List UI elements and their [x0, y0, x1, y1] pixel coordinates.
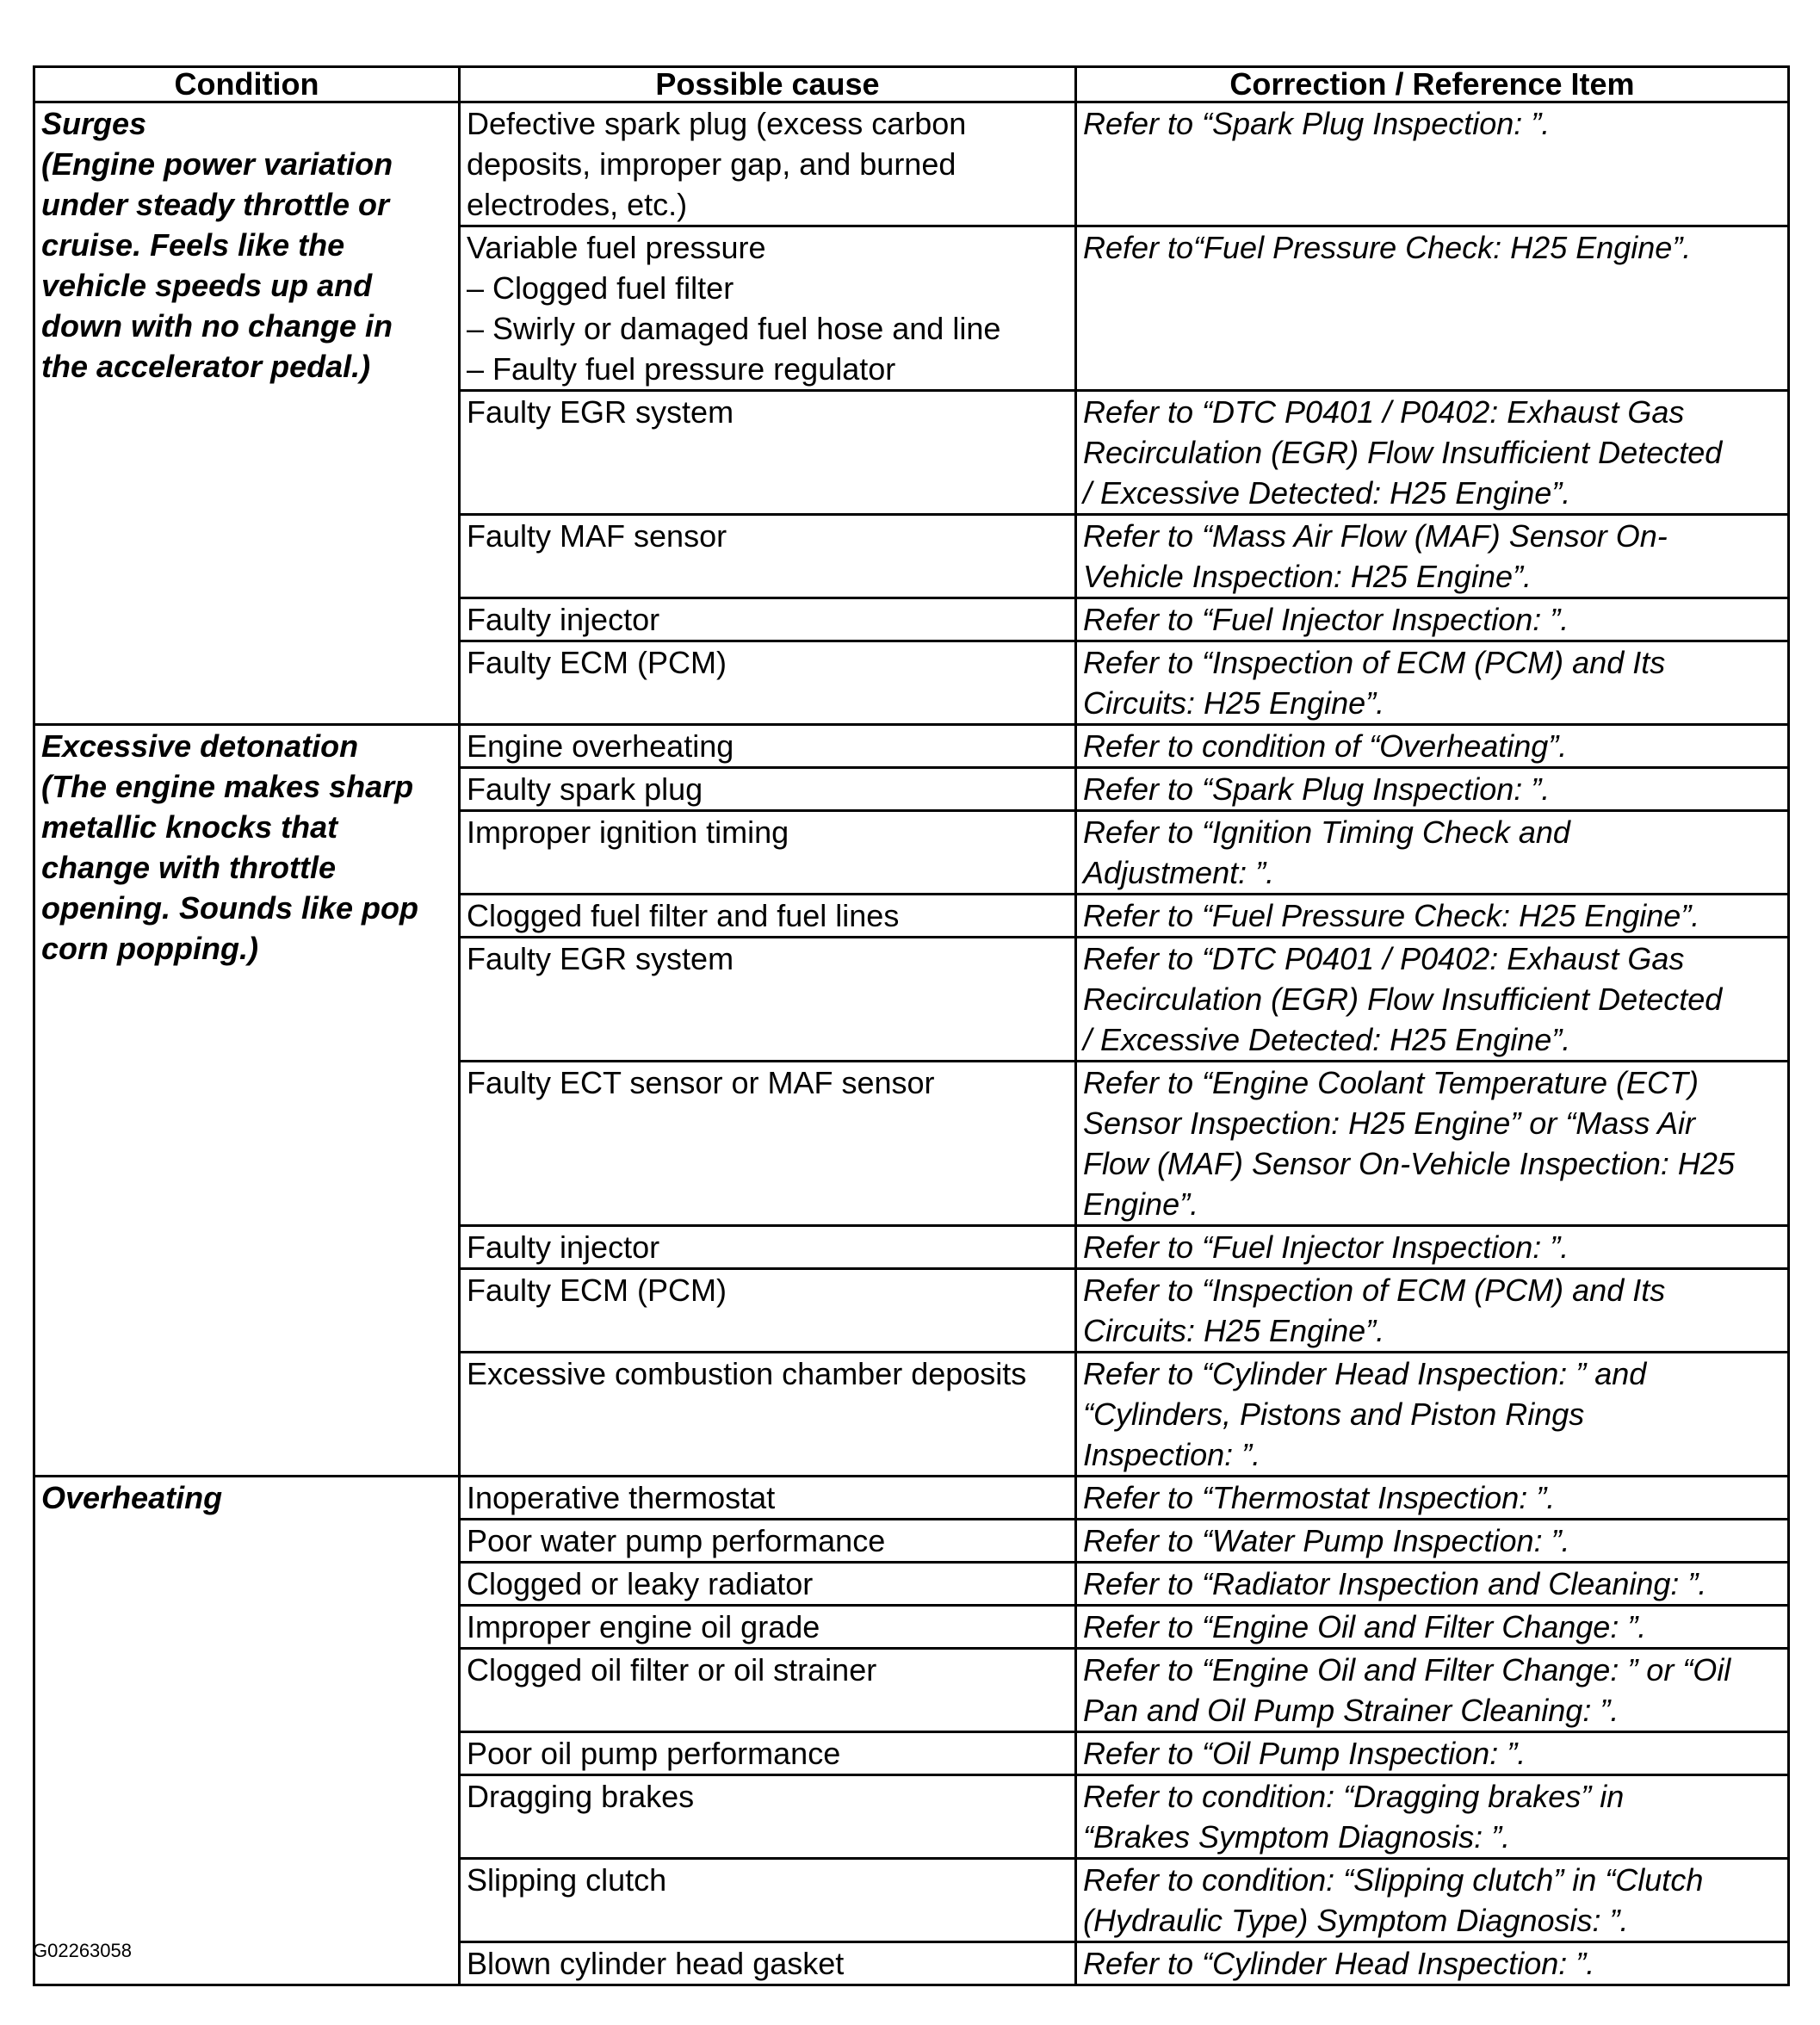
reference-line: Refer to “Fuel Pressure Check: H25 Engine”. — [1083, 898, 1700, 933]
cause-cell — [460, 226, 1076, 391]
condition-line: metallic knocks that — [41, 809, 338, 845]
reference-line: Refer to “Inspection of ECM (PCM) and Its — [1083, 645, 1666, 680]
reference-cell — [1076, 1732, 1789, 1775]
reference-line: Engine”. — [1083, 1186, 1199, 1222]
reference-cell — [1076, 1269, 1789, 1353]
cause-line: – Faulty fuel pressure regulator — [467, 351, 896, 387]
reference-line: Circuits: H25 Engine”. — [1083, 1313, 1385, 1348]
reference-line: / Excessive Detected: H25 Engine”. — [1083, 475, 1571, 511]
cause-line: deposits, improper gap, and burned — [467, 146, 956, 182]
cause-line: Inoperative thermostat — [467, 1480, 776, 1515]
reference-cell — [1076, 1563, 1789, 1606]
cause-line: Slipping clutch — [467, 1862, 667, 1898]
reference-line: Refer to “Spark Plug Inspection: ”. — [1083, 771, 1551, 807]
condition-line: corn popping.) — [41, 931, 258, 966]
cause-cell — [460, 515, 1076, 598]
condition-line: Surges — [41, 106, 147, 141]
cause-line: – Swirly or damaged fuel hose and line — [467, 311, 1001, 346]
header-row — [34, 67, 1789, 102]
condition-line: (The engine makes sharp — [41, 769, 414, 804]
reference-line: Recirculation (EGR) Flow Insufficient Detected — [1083, 435, 1723, 470]
cause-line: Dragging brakes — [467, 1779, 695, 1814]
condition-line: opening. Sounds like pop — [41, 890, 418, 926]
reference-cell — [1076, 725, 1789, 768]
reference-line: “Cylinders, Pistons and Piston Rings — [1083, 1396, 1585, 1432]
cause-line: Clogged or leaky radiator — [467, 1566, 814, 1601]
reference-cell — [1076, 768, 1789, 811]
reference-line: Refer to “Radiator Inspection and Cleaning: ”. — [1083, 1566, 1707, 1601]
cause-cell — [460, 102, 1076, 226]
cause-line: Improper ignition timing — [467, 814, 789, 850]
cause-line: Faulty ECM (PCM) — [467, 1273, 727, 1308]
cause-cell — [460, 1649, 1076, 1732]
cause-line: Faulty ECM (PCM) — [467, 645, 727, 680]
reference-cell — [1076, 1520, 1789, 1563]
reference-line: Refer to “Cylinder Head Inspection: ” and — [1083, 1356, 1647, 1391]
table-row — [34, 1477, 1789, 1520]
cause-line: Faulty MAF sensor — [467, 518, 727, 554]
reference-cell — [1076, 1859, 1789, 1942]
reference-cell — [1076, 938, 1789, 1062]
cause-line: Faulty injector — [467, 602, 660, 637]
cause-cell — [460, 1062, 1076, 1226]
cause-line: Variable fuel pressure — [467, 230, 766, 265]
reference-cell — [1076, 391, 1789, 515]
reference-line: Refer to “Fuel Injector Inspection: ”. — [1083, 602, 1569, 637]
reference-cell — [1076, 641, 1789, 725]
reference-cell — [1076, 1775, 1789, 1859]
cause-cell — [460, 1606, 1076, 1649]
reference-line: Refer to “Thermostat Inspection: ”. — [1083, 1480, 1556, 1515]
cause-line: Faulty EGR system — [467, 394, 734, 430]
reference-cell — [1076, 1062, 1789, 1226]
cause-line: Defective spark plug (excess carbon — [467, 106, 967, 141]
cause-cell — [460, 938, 1076, 1062]
cause-line: Poor water pump performance — [467, 1523, 886, 1558]
reference-cell — [1076, 1477, 1789, 1520]
cause-line: Clogged oil filter or oil strainer — [467, 1652, 877, 1688]
reference-line: Refer to “Inspection of ECM (PCM) and Its — [1083, 1273, 1666, 1308]
figure-id: G02263058 — [33, 1940, 132, 1961]
reference-line: Refer to“Fuel Pressure Check: H25 Engine”. — [1083, 230, 1692, 265]
diagnosis-table — [33, 65, 1790, 1986]
cause-line: Clogged fuel filter and fuel lines — [467, 898, 900, 933]
reference-cell — [1076, 102, 1789, 226]
condition-line: vehicle speeds up and — [41, 268, 373, 303]
reference-cell — [1076, 1649, 1789, 1732]
reference-cell — [1076, 1606, 1789, 1649]
cause-line: Blown cylinder head gasket — [467, 1946, 845, 1981]
reference-line: Refer to “Ignition Timing Check and — [1083, 814, 1570, 850]
cause-cell — [460, 1269, 1076, 1353]
reference-line: Refer to “Fuel Injector Inspection: ”. — [1083, 1229, 1569, 1265]
cause-cell — [460, 1563, 1076, 1606]
cause-cell — [460, 1520, 1076, 1563]
condition-line: (Engine power variation — [41, 146, 393, 182]
cause-line: Faulty ECT sensor or MAF sensor — [467, 1065, 935, 1100]
reference-cell — [1076, 598, 1789, 641]
cause-cell — [460, 895, 1076, 938]
header-condition: Condition — [34, 67, 460, 102]
reference-cell — [1076, 1226, 1789, 1269]
reference-line: Refer to condition of “Overheating”. — [1083, 728, 1568, 764]
reference-cell — [1076, 895, 1789, 938]
cause-cell — [460, 641, 1076, 725]
cause-line: Faulty EGR system — [467, 941, 734, 976]
reference-line: Refer to “Engine Coolant Temperature (ECT) — [1083, 1065, 1699, 1100]
reference-line: Refer to “DTC P0401 / P0402: Exhaust Gas — [1083, 394, 1685, 430]
condition-line: under steady throttle or — [41, 187, 390, 222]
reference-cell — [1076, 1353, 1789, 1477]
reference-line: “Brakes Symptom Diagnosis: ”. — [1083, 1819, 1511, 1855]
reference-line: Flow (MAF) Sensor On-Vehicle Inspection: H25 — [1083, 1146, 1735, 1181]
reference-line: Pan and Oil Pump Strainer Cleaning: ”. — [1083, 1693, 1619, 1728]
reference-line: Adjustment: ”. — [1083, 855, 1275, 890]
reference-line: / Excessive Detected: H25 Engine”. — [1083, 1022, 1571, 1057]
condition-line: Excessive detonation — [41, 728, 359, 764]
cause-line: – Clogged fuel filter — [467, 270, 734, 306]
reference-cell — [1076, 515, 1789, 598]
condition-line: cruise. Feels like the — [41, 227, 345, 263]
reference-line: Sensor Inspection: H25 Engine” or “Mass Air — [1083, 1105, 1695, 1141]
reference-line: Refer to “Engine Oil and Filter Change: ”. — [1083, 1609, 1647, 1644]
reference-cell — [1076, 1942, 1789, 1985]
header-possible-cause: Possible cause — [460, 67, 1076, 102]
cause-cell — [460, 1477, 1076, 1520]
cause-line: Faulty spark plug — [467, 771, 703, 807]
cause-line: Excessive combustion chamber deposits — [467, 1356, 1027, 1391]
cause-line: Faulty injector — [467, 1229, 660, 1265]
reference-line: Circuits: H25 Engine”. — [1083, 685, 1385, 721]
cause-cell — [460, 768, 1076, 811]
cause-cell — [460, 598, 1076, 641]
reference-line: Refer to “Spark Plug Inspection: ”. — [1083, 106, 1551, 141]
cause-cell — [460, 1942, 1076, 1985]
condition-line: Overheating — [41, 1480, 223, 1515]
cause-line: Poor oil pump performance — [467, 1736, 841, 1771]
cause-cell — [460, 391, 1076, 515]
condition-line: the accelerator pedal.) — [41, 349, 371, 384]
reference-line: Refer to “DTC P0401 / P0402: Exhaust Gas — [1083, 941, 1685, 976]
cause-line: electrodes, etc.) — [467, 187, 688, 222]
condition-line: down with no change in — [41, 308, 393, 344]
cause-cell — [460, 1226, 1076, 1269]
cause-line: Improper engine oil grade — [467, 1609, 820, 1644]
header-correction: Correction / Reference Item — [1076, 67, 1789, 102]
cause-cell — [460, 811, 1076, 895]
table-row — [34, 102, 1789, 226]
reference-line: Refer to “Cylinder Head Inspection: ”. — [1083, 1946, 1595, 1981]
cause-cell — [460, 1732, 1076, 1775]
reference-line: (Hydraulic Type) Symptom Diagnosis: ”. — [1083, 1903, 1629, 1938]
reference-line: Refer to “Mass Air Flow (MAF) Sensor On- — [1083, 518, 1668, 554]
reference-line: Refer to “Water Pump Inspection: ”. — [1083, 1523, 1570, 1558]
table-row — [34, 725, 1789, 768]
condition-cell — [34, 102, 460, 725]
reference-line: Inspection: ”. — [1083, 1437, 1261, 1472]
cause-cell — [460, 1775, 1076, 1859]
reference-line: Refer to “Oil Pump Inspection: ”. — [1083, 1736, 1526, 1771]
cause-line: Engine overheating — [467, 728, 734, 764]
reference-line: Refer to condition: “Dragging brakes” in — [1083, 1779, 1625, 1814]
reference-line: Vehicle Inspection: H25 Engine”. — [1083, 559, 1532, 594]
cause-cell — [460, 1353, 1076, 1477]
condition-cell — [34, 1477, 460, 1985]
cause-cell — [460, 1859, 1076, 1942]
reference-line: Recirculation (EGR) Flow Insufficient Detected — [1083, 982, 1723, 1017]
table-body — [34, 102, 1789, 1985]
condition-cell — [34, 725, 460, 1477]
condition-line: change with throttle — [41, 850, 336, 885]
reference-line: Refer to “Engine Oil and Filter Change: ” or “Oil — [1083, 1652, 1731, 1688]
reference-line: Refer to condition: “Slipping clutch” in “Clutch — [1083, 1862, 1704, 1898]
reference-cell — [1076, 811, 1789, 895]
cause-cell — [460, 725, 1076, 768]
reference-cell — [1076, 226, 1789, 391]
